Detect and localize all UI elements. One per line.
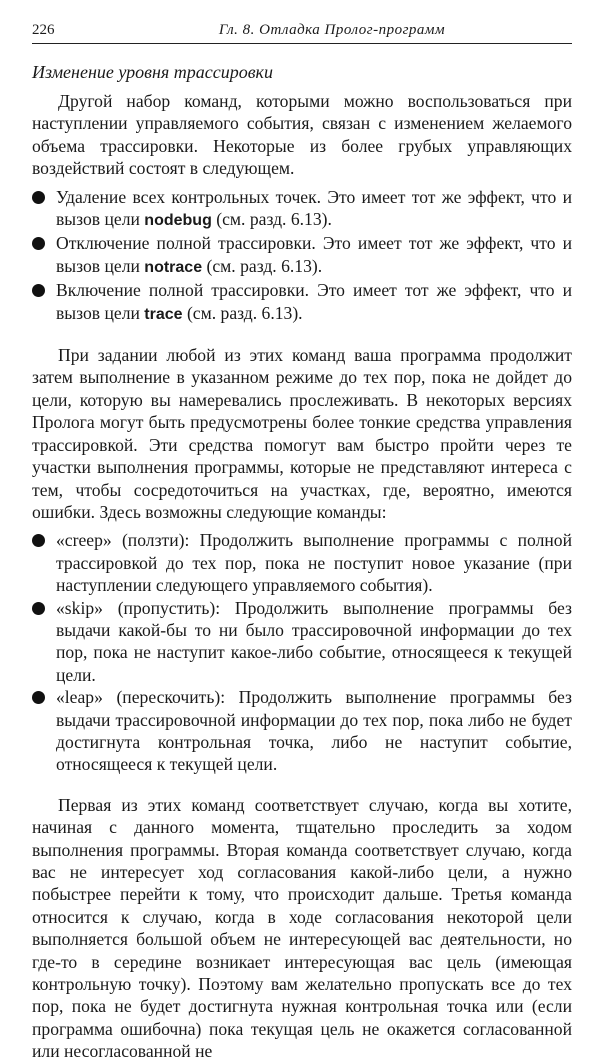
section-title: Изменение уровня трассировки [32,62,273,82]
list-item: «creep» (ползти): Продолжить выполнение программы с полной трассировкой до тех пор, пока не поступит новое указание (при наступлении следующего управляемого события). [32,529,572,596]
command-name: trace [144,305,183,323]
intro-paragraph: Другой набор команд, которыми можно воспользоваться при наступлении управляемого события, связан с изменением желаемого объема трассировки. Некоторые из более грубых управляющих воздействий состоят в следующем. [32,91,572,179]
running-title: Гл. 8. Отладка Пролог-программ [218,22,446,38]
bullet-icon [32,284,45,297]
list-item: Включение полной трассировки. Это имеет тот же эффект, что и вызов цели trace (см. разд. 6.13). [32,279,572,326]
page-header [32,22,572,44]
bullet-icon [32,191,45,204]
command-name: nodebug [144,212,212,230]
trace-commands-list [32,186,572,326]
list-item: «skip» (пропустить): Продолжить выполнение программы без выдачи какой-бы то ни было трассировочной информации до тех пор, пока не наступит какое-либо событие, относящееся к текущей цели. [32,597,572,687]
paragraph-3: Первая из этих команд соответствует случаю, когда вы хотите, начиная с данного момента, тщательно проследить за ходом выполнения программы. Вторая команда соответствует случаю, когда вас не интересует ход согласования какой-либо цели, а нужно побыстрее перейти к тому, что происходит дальше. Третья команда относится к случаю, когда в ходе согласования некоторой цели выполняется большой объем не интересующей вас деятельности, но где-то в середине возникает интересующая вас цель (имеющая контрольную точку). Поэтому вам желательно пропускать все до тех пор, пока не будет достигнута нужная контрольная точка или (если программа ошибочна) пока текущая цель не окажется согласованной или несогласованной не [32,794,572,1062]
bullet-icon [32,237,45,250]
bullet-icon [32,602,45,615]
list-item: Удаление всех контрольных точек. Это имеет тот же эффект, что и вызов цели nodebug (см. разд. 6.13). [32,186,572,233]
fine-commands-list [32,529,572,775]
bullet-icon [32,691,45,704]
paragraph-2: При задании любой из этих команд ваша программа продолжит затем выполнение в указанном режиме до тех пор, пока не дойдет до цели, которую вы намеревались прослеживать. В некоторых версиях Пролога могут быть предусмотрены более тонкие средства управления трассировкой. Эти средства помогут вам быстро пройти через те участки выполнения программы, которые не представляют интереса с тем, чтобы сосредоточиться на участках, где, вероятно, имеются ошибки. Здесь возможны следующие команды: [32,345,572,522]
command-name: notrace [144,258,203,276]
bullet-icon [32,534,45,547]
list-item: Отключение полной трассировки. Это имеет тот же эффект, что и вызов цели notrace (см. разд. 6.13). [32,232,572,279]
page-number: 226 [32,22,55,38]
list-item: «leap» (перескочить): Продолжить выполнение программы без выдачи трассировочной информации до тех пор, пока либо не будет достигнута контрольная точка, либо не наступит событие, относящееся к текущей цели. [32,686,572,776]
